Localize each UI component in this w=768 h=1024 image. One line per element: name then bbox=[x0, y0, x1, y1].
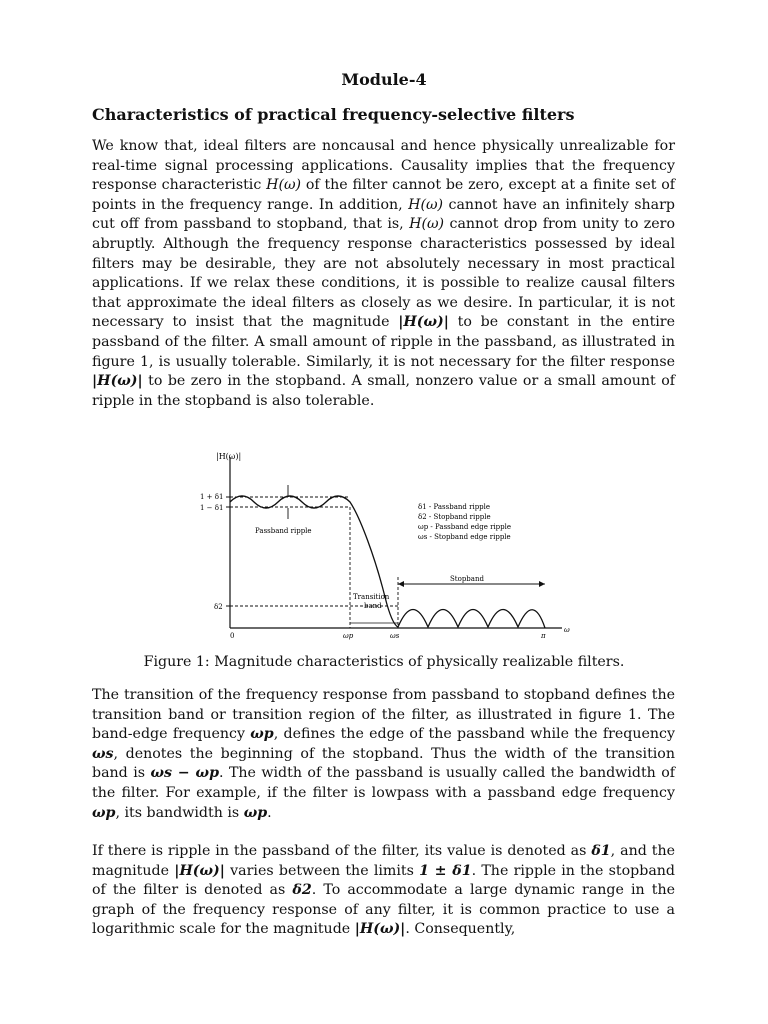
arrow-head bbox=[539, 581, 545, 587]
math-span: ωp bbox=[92, 804, 116, 821]
legend-item: ωs - Stopband edge ripple bbox=[418, 533, 511, 541]
math-span: ωp bbox=[250, 726, 274, 743]
text-span: . The ripple in the stopband of the filter is denoted as bbox=[92, 862, 676, 899]
math-span: ωp bbox=[243, 804, 268, 821]
magnitude-response-figure bbox=[200, 447, 572, 645]
label-wp: ωp bbox=[343, 632, 354, 640]
text-span: cannot drop from unity to zero abruptly. Although the frequency response characteristics possessed by ideal filters may be desirable, they are not absolutely necessary in most practical applications. If we relax these conditions, it is possible to realize causal filters that approximate the ideal filters as closely as we desire. In particular, it is not necessary to insist that the magnitude bbox=[92, 216, 675, 331]
arrow-head bbox=[398, 581, 404, 587]
magnitude-curve bbox=[230, 496, 545, 628]
text-span: cannot have an infinitely sharp cut off from passband to stopband, that is, bbox=[92, 196, 675, 233]
math-span: δ1 bbox=[591, 843, 611, 859]
y-axis-label: |H(ω)| bbox=[216, 452, 242, 461]
label-omega: ω bbox=[564, 626, 570, 634]
math-span: H(ω) bbox=[266, 177, 302, 194]
text-span: . bbox=[267, 804, 272, 821]
section-title: Characteristics of practical frequency-selective filters bbox=[92, 105, 575, 124]
text-span: to be constant in the entire passband of the filter. A small amount of ripple in the passband, as illustrated in figure 1, is usually tolerable. Similarly, it is not necessary for the filter response bbox=[92, 314, 675, 370]
math-span: H(ω) bbox=[409, 216, 445, 233]
figure-caption: Figure 1: Magnitude characteristics of physically realizable filters. bbox=[143, 654, 625, 670]
text-span: . The width of the passband is usually called the bandwidth of the filter. For example, if the filter is lowpass with a passband edge frequency bbox=[92, 765, 676, 801]
label-upper: 1 + δ1 bbox=[200, 493, 224, 501]
math-span: ωs − ωp bbox=[150, 765, 219, 782]
stopband-label: Stopband bbox=[450, 575, 484, 583]
legend-item: δ2 - Stopband ripple bbox=[418, 513, 491, 521]
math-span: |H(ω)| bbox=[92, 373, 143, 390]
math-span: 1 ± δ1 bbox=[419, 862, 472, 879]
transition-band-label-2: band bbox=[364, 602, 382, 610]
text-span: , denotes the beginning of the stopband. Thus the width of the transition band is bbox=[92, 745, 675, 782]
text-span: . Consequently, bbox=[405, 921, 516, 938]
text-span: of the filter cannot be zero, except at a finite set of points in the frequency range. In addition, bbox=[92, 177, 675, 213]
paragraph-2 bbox=[92, 686, 675, 823]
label-zero: 0 bbox=[230, 632, 235, 640]
text-span: varies between the limits bbox=[224, 862, 420, 879]
math-span: |H(ω)| bbox=[398, 314, 449, 331]
label-pi: π bbox=[541, 632, 546, 640]
text-span: , defines the edge of the passband while the frequency bbox=[273, 726, 675, 743]
passband-ripple-label: Passband ripple bbox=[255, 527, 312, 535]
legend-item: ωp - Passband edge ripple bbox=[418, 523, 512, 531]
paragraph-1 bbox=[92, 137, 675, 411]
transition-band-label-1: Transition bbox=[353, 593, 390, 601]
label-d2: δ2 bbox=[214, 603, 223, 611]
math-span: ωs bbox=[92, 745, 114, 762]
math-span: |H(ω)| bbox=[174, 862, 225, 879]
text-span: to be zero in the stopband. A small, nonzero value or a small amount of ripple in the stopband is also tolerable. bbox=[92, 373, 675, 409]
math-span: H(ω) bbox=[408, 196, 444, 213]
text-span: . To accommodate a large dynamic range in the graph of the frequency response of any filter, it is common practice to use a logarithmic scale for the magnitude bbox=[92, 882, 675, 938]
label-ws: ωs bbox=[390, 632, 400, 640]
text-span: , and the magnitude bbox=[92, 843, 675, 879]
math-span: δ2 bbox=[292, 882, 312, 899]
text-span: , its bandwidth is bbox=[115, 804, 244, 821]
math-span: |H(ω)| bbox=[354, 921, 406, 938]
label-lower: 1 − δ1 bbox=[200, 504, 224, 512]
legend-item: δ1 - Passband ripple bbox=[418, 503, 491, 511]
module-title: Module-4 bbox=[341, 70, 427, 89]
text-span: The transition of the frequency response from passband to stopband defines the transition band or transition region of the filter, as illustrated in figure 1. The band-edge frequency bbox=[92, 687, 675, 743]
text-span: If there is ripple in the passband of the filter, its value is denoted as bbox=[92, 843, 592, 859]
paragraph-3 bbox=[92, 842, 675, 940]
text-span: We know that, ideal filters are noncausal and hence physically unrealizable for real-time signal processing applications. Causality implies that the frequency response characteristic bbox=[92, 138, 675, 194]
